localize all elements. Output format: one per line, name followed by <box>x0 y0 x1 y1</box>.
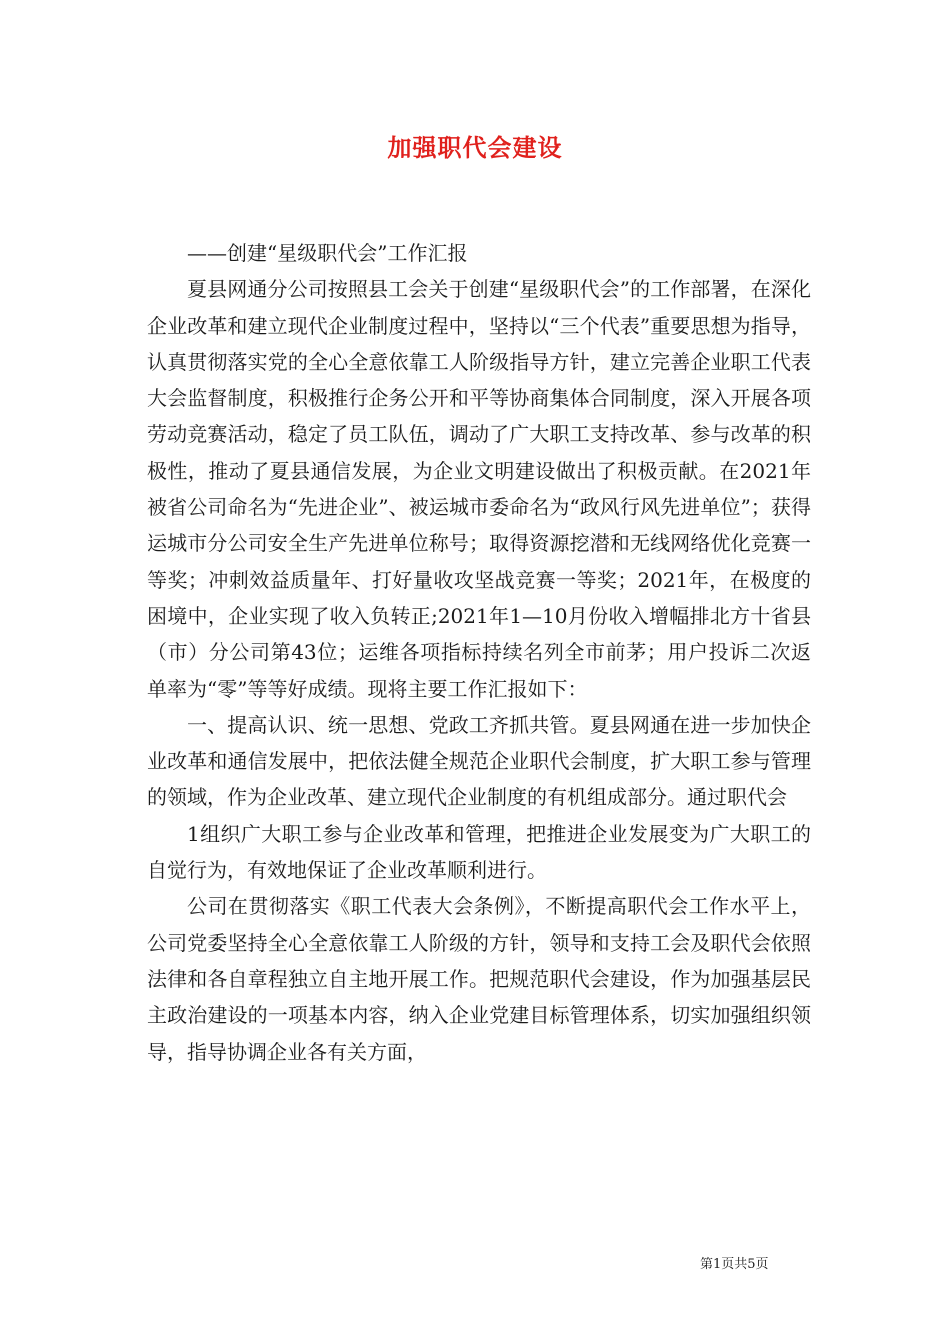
document-body <box>147 235 811 1070</box>
paragraph-intro: 夏县网通分公司按照县工会关于创建“星级职代会”的工作部署，在深化企业改革和建立现代企业制度过程中，坚持以“三个代表”重要思想为指导，认真贯彻落实党的全心全意依靠工人阶级指导方针，建立完善企业职工代表大会监督制度，积极推行企务公开和平等协商集体合同制度，深入开展各项劳动竞赛活动，稳定了员工队伍，调动了广大职工支持改革、参与改革的积极性，推动了夏县通信发展，为企业文明建设做出了积极贡献。在2021年被省公司命名为“先进企业”、被运城市委命名为“政风行风先进单位”；获得运城市分公司安全生产先进单位称号；取得资源挖潜和无线网络优化竞赛一等奖；冲刺效益质量年、打好量收攻坚战竞赛一等奖；2021年，在极度的困境中，企业实现了收入负转正;2021年1—10月份收入增幅排北方十省县（市）分公司第43位；运维各项指标持续名列全市前茅；用户投诉二次返单率为“零”等等好成绩。现将主要工作汇报如下： <box>147 277 811 701</box>
paragraph-implementation: 公司在贯彻落实《职工代表大会条例》，不断提高职代会工作水平上，公司党委坚持全心全意依靠工人阶级的方针，领导和支持工会及职代会依照法律和各自章程独立自主地开展工作。把规范职代会建设，作为加强基层民主政治建设的一项基本内容，纳入企业党建目标管理体系，切实加强组织领导，指导协调企业各有关方面， <box>147 894 811 1064</box>
paragraph-section-one: 一、提高认识、统一思想、党政工齐抓共管。夏县网通在进一步加快企业改革和通信发展中，把依法健全规范企业职代会制度，扩大职工参与管理的领域，作为企业改革、建立现代企业制度的有机组成部分。通过职代会 <box>147 712 811 810</box>
page-number-footer: 第1页共5页 <box>700 1257 769 1272</box>
document-title: 加强职代会建设 <box>387 133 563 162</box>
document-subtitle: ——创建“星级职代会”工作汇报 <box>187 241 468 265</box>
paragraph-point-one: 1组织广大职工参与企业改革和管理，把推进企业发展变为广大职工的自觉行为，有效地保证了企业改革顺利进行。 <box>147 821 811 883</box>
